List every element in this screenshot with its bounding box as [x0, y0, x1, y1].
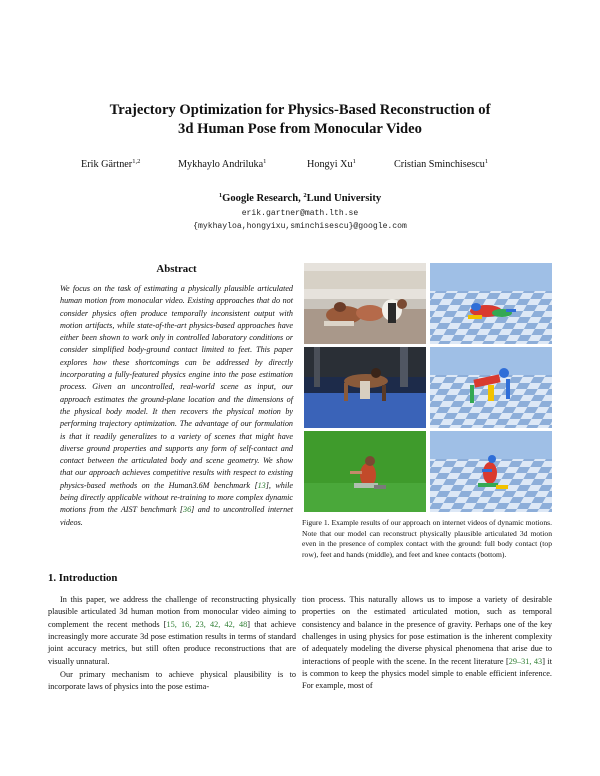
video-frame-row2 [304, 347, 426, 428]
render-row3 [430, 431, 552, 512]
author-2: Mykhaylo Andriluka$^1$ [178, 158, 267, 170]
email-2: {mykhayloa,hongyixu,sminchisescu}@google.com [193, 222, 407, 231]
intro-paragraph-2: Our primary mechanism to achieve physical plausibility is to incorporate laws of physics into the pose estima- [48, 670, 296, 692]
video-frame-row1 [304, 263, 426, 344]
author-1: Erik Gärtner$^{1,2}$ [81, 158, 141, 170]
abstract-body: We focus on the task of estimating a physically plausible articulated human motion from monocular video. Existing approaches that do not consider physics often produce temporally inconsistent output with motion artifacts, while state-of-the-art physics-based approaches have either been shown to work only in controlled laboratory conditions or consider simplified body-ground contact limited to feet. This paper explores how these shortcomings can be addressed by directly incorporating a fully-featured physics engine into the pose estimation process. Given an uncontrolled, real-world scene as input, our approach estimates the ground-plane location and the dimensions of the physical body model. It then recovers the physical motion by performing trajectory optimization. The advantage of our formulation is that it readily generalizes to a variety of scenes that might have diverse ground properties and supports any form of self-contact and contact between the articulated body and scene geometry. We show that our approach achieves competitive results with respect to existing physics-based methods on the Human3.6M benchmark [13], while being directly applicable without re-training to more complex dynamic motions from the AIST benchmark [36] and to uncontrolled internet videos. [60, 284, 293, 527]
video-frame-row3 [304, 431, 426, 512]
citation-link[interactable]: 36 [183, 505, 192, 515]
email-1: erik.gartner@math.lth.se [241, 209, 359, 218]
intro-paragraph-1: In this paper, we address the challenge of reconstructing physically plausible articulated 3d human motion from monocular video aiming to complement the recent methods [15, 16, 23, 42, 42, 48] that achieve increasingly more accurate 3d pose estimation results in terms of standard joint accuracy metrics, but still often produce reconstructions that are visually unnatural. [48, 595, 296, 666]
author-4: Cristian Sminchisescu$^1$ [394, 158, 489, 170]
citation-link[interactable]: 29–31, 43 [508, 656, 543, 666]
paper-title [0, 101, 600, 139]
intro-left-column [48, 594, 296, 694]
title-line-1: Trajectory Optimization for Physics-Based Reconstruction of [109, 102, 491, 118]
title-line-2: 3d Human Pose from Monocular Video [178, 121, 422, 137]
render-row1 [430, 263, 552, 344]
citation-link[interactable]: 15, 16, 23, 42, 42, 48 [166, 619, 248, 629]
citation-link[interactable]: 13 [257, 480, 266, 490]
abstract-heading: Abstract [156, 263, 197, 275]
render-row2 [430, 347, 552, 428]
intro-right-column [302, 594, 552, 693]
section-heading-introduction: 1. Introduction [48, 572, 118, 584]
author-3: Hongyi Xu$^1$ [307, 158, 356, 170]
figure-1-caption: Figure 1. Example results of our approach on internet videos of dynamic motions. Note that our model can reconstruct physically plausible articulated 3d motion even in the presence of complex contact with the ground: full body contact (top row), feet and hands (middle), and feet and knee contacts (bottom). [302, 518, 552, 559]
intro-paragraph-continued: tion process. This naturally allows us to impose a variety of desirable properties on the estimated articulated motion, such as temporal consistency and balance in the presence of gravity. Perhaps one of the key challenges in using physics for pose estimation is the inherent complexity of adequately modeling the diverse physical phenomena that arise due to interactions of people with the scene. In the recent literature [29–31, 43] it is common to keep the physics model simple to enable efficient inference. For example, most of [302, 595, 552, 691]
figure-1 [302, 263, 552, 513]
affiliations: $^1$Google Research, $^2$Lund University [218, 192, 382, 204]
